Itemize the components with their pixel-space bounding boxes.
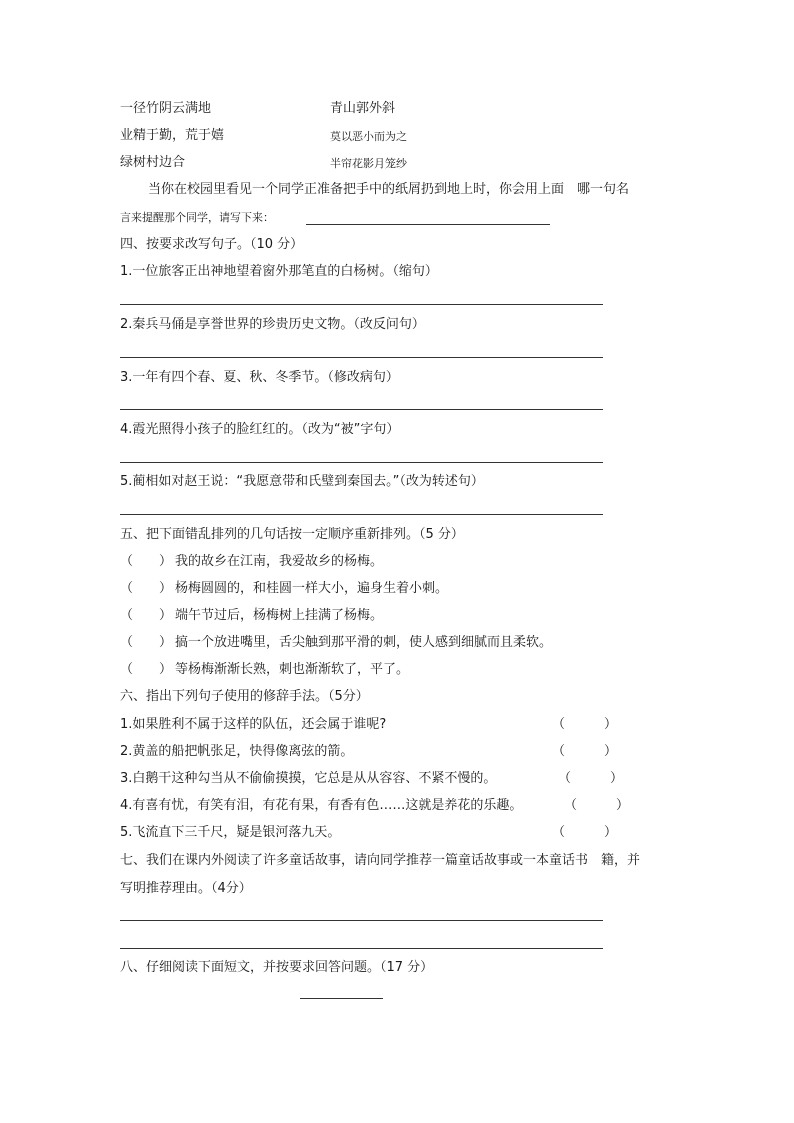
sec4-item-2: 2.秦兵马俑是享誉世界的珍贵历史文物。（改反问句） (120, 317, 425, 332)
rhetoric-blank-5[interactable]: （ ） (552, 825, 618, 840)
rhetoric-blank-1[interactable]: （ ） (552, 717, 618, 732)
answer-line-sec4-3[interactable] (120, 409, 603, 410)
idiom-left-2: 业精于勤，荒于嬉 (120, 128, 225, 143)
sec4-item-4: 4.霞光照得小孩子的脸红红的。（改为“被”字句） (120, 422, 400, 437)
section-8-title: 八、仔细阅读下面短文，并按要求回答问题。（17 分） (120, 960, 434, 975)
sec5-item-5: 等杨梅渐渐长熟，刺也渐渐软了，平了。 (175, 662, 410, 677)
section-5-title: 五、把下面错乱排列的几句话按一定顺序重新排列。（5 分） (120, 527, 464, 542)
rhetoric-blank-2[interactable]: （ ） (552, 744, 618, 759)
section-7-title-line1: 七、我们在课内外阅读了许多童话故事，请向同学推荐一篇童话故事或一本童话书 籍，并 (120, 853, 641, 868)
sec5-item-3: 端午节过后，杨梅树上挂满了杨梅。 (175, 608, 384, 623)
sec6-item-3: 3.白鹅干这种勾当从不偷偷摸摸，它总是从从容容、不紧不慢的。 (120, 771, 497, 786)
order-blank-2[interactable]: （ ） (120, 581, 173, 596)
order-blank-1[interactable]: （ ） (120, 554, 173, 569)
sec6-item-5: 5.飞流直下三千尺，疑是银河落九天。 (120, 825, 341, 840)
order-blank-3[interactable]: （ ） (120, 608, 173, 623)
sec4-item-1: 1.一位旅客正出神地望着窗外那笔直的白杨树。（缩句） (120, 264, 438, 279)
rhetoric-blank-3[interactable]: （ ） (558, 771, 624, 786)
order-blank-5[interactable]: （ ） (120, 662, 173, 677)
sec4-item-5: 5.蔺相如对赵王说：“我愿意带和氏璧到秦国去。”（改为转述句） (120, 474, 484, 489)
idiom-right-3: 半帘花影月笼纱 (330, 157, 407, 170)
sec4-item-3: 3.一年有四个春、夏、秋、冬季节。（修改病句） (120, 370, 399, 385)
answer-line-sec7-1[interactable] (120, 920, 603, 921)
answer-line-quote[interactable] (306, 224, 550, 225)
idiom-right-2: 莫以恶小而为之 (330, 130, 407, 143)
idiom-left-1: 一径竹阴云满地 (120, 101, 212, 116)
answer-line-sec7-2[interactable] (120, 948, 603, 949)
answer-line-sec4-1[interactable] (120, 304, 603, 305)
quote-question-line1: 当你在校园里看见一个同学正准备把手中的纸屑扔到地上时，你会用上面 哪一句名 (148, 182, 630, 197)
sec5-item-2: 杨梅圆圆的，和桂圆一样大小，遍身生着小刺。 (175, 581, 449, 596)
section-4-title: 四、按要求改写句子。（10 分） (120, 237, 304, 252)
idiom-right-1: 青山郭外斜 (330, 101, 396, 116)
sec5-item-1: 我的故乡在江南，我爱故乡的杨梅。 (175, 554, 384, 569)
sec6-item-2: 2.黄盖的船把帆张足，快得像离弦的箭。 (120, 744, 354, 759)
section-7-title-line2: 写明推荐理由。（4分） (120, 881, 252, 896)
sec5-item-4: 搞一个放进嘴里，舌尖触到那平滑的刺，使人感到细腻而且柔软。 (175, 635, 553, 650)
answer-line-sec4-4[interactable] (120, 462, 603, 463)
answer-line-sec4-5[interactable] (120, 514, 603, 515)
idiom-left-3: 绿树村边合 (120, 155, 186, 170)
order-blank-4[interactable]: （ ） (120, 635, 173, 650)
section-6-title: 六、指出下列句子使用的修辞手法。（5分） (120, 689, 369, 704)
rhetoric-blank-4[interactable]: （ ） (564, 798, 630, 813)
quote-question-line2: 言来提醒那个同学，请写下来： (120, 211, 274, 224)
sec6-item-4: 4.有喜有忧，有笑有泪，有花有果，有香有色……这就是养花的乐趣。 (120, 798, 523, 813)
answer-line-sec4-2[interactable] (120, 357, 603, 358)
sec6-item-1: 1.如果胜利不属于这样的队伍，还会属于谁呢? (120, 717, 387, 732)
title-blank-line (300, 998, 383, 999)
